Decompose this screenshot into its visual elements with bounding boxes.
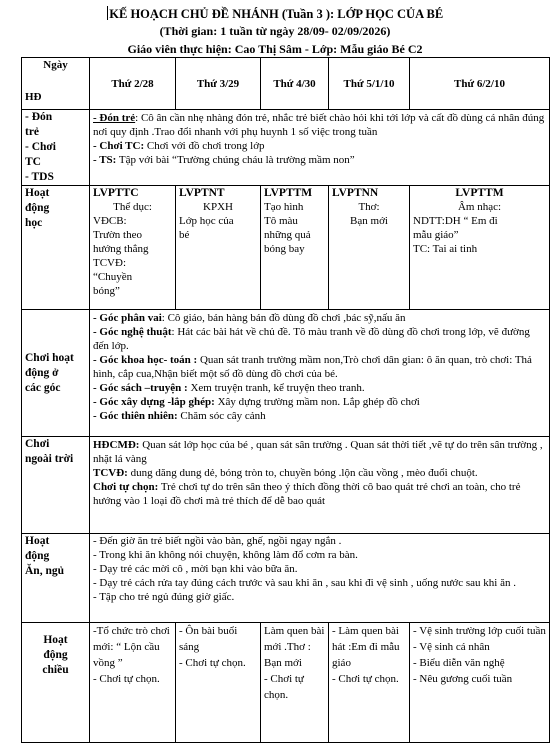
lesson-line: KPXH	[203, 201, 233, 213]
header-row	[22, 58, 550, 110]
text: : Cô ân cần nhẹ nhàng đón trẻ, nhắc trẻ biết chào hỏi khi tới lớp và cất đồ dùng cá nhân đúng nơi quy định .Trao đổi nhanh với phụ huynh 1 số việc trong tuần	[93, 112, 545, 138]
lesson-line: hướng thẳng	[93, 243, 149, 255]
chieu-line: - Làm quen bài hát :Em đi mẫu giáo	[332, 625, 400, 669]
an-ngu-line: - Đến giờ ăn trẻ biết ngồi vào bàn, ghế, ngồi ngay ngắn .	[93, 535, 342, 547]
label-line: Ăn, ngủ	[25, 565, 64, 577]
goc-item	[93, 325, 546, 353]
bold-lead: - TS:	[93, 154, 117, 166]
don-tre-line	[93, 111, 546, 139]
bold-lead: - Góc khoa học- toán :	[93, 354, 198, 366]
chieu-line: - Nêu gương cuối tuần	[413, 673, 513, 685]
lesson-line: bóng bay	[264, 243, 305, 255]
bold-lead: - Góc phân vai	[93, 312, 162, 324]
goc-item	[93, 409, 546, 423]
label-line: Chơi hoạt	[25, 351, 74, 364]
lesson-title: LVPTNT	[179, 187, 225, 199]
label-line: TC	[25, 156, 41, 168]
text: Xem truyện tranh, kể truyện theo tranh.	[187, 382, 365, 394]
lesson-cell	[261, 186, 329, 310]
label-line: - Đón	[25, 111, 53, 123]
row-label	[22, 534, 90, 623]
bold-lead: TCVĐ:	[93, 467, 128, 479]
lesson-line: Thể dục:	[113, 201, 152, 213]
plan-table	[21, 57, 550, 743]
text: Chơi với đồ chơi trong lớp	[144, 140, 265, 152]
chieu-line: - Chơi tự chọn.	[264, 673, 304, 701]
lesson-line: TC: Tai ai tinh	[413, 243, 478, 255]
day-header: Thứ 6/2/10	[410, 58, 550, 110]
don-tre-content	[90, 110, 550, 186]
row-label	[22, 110, 90, 186]
lesson-title: LVPTTM	[264, 187, 313, 199]
chieu-line: - Vệ sinh trường lớp cuối tuần	[413, 625, 546, 637]
text: Quan sát tranh trường mầm non,Trò chơi dân gian: ô ăn quan, trò chơi: Thả hình, cắp cua,Nhận biết một số đồ dùng đồ chơi của bé.	[93, 354, 532, 380]
day-header: Thứ 2/28	[90, 58, 176, 110]
day-header: Thứ 3/29	[176, 58, 261, 110]
lesson-cell	[410, 186, 550, 310]
goc-item	[93, 395, 546, 409]
lesson-line: Tô màu	[264, 215, 298, 227]
bold-lead: - Góc xây dựng -lắp ghép:	[93, 396, 215, 408]
chieu-cell	[176, 623, 261, 743]
corner-top: Ngày	[43, 59, 68, 71]
row-label	[22, 310, 90, 437]
text: : Cô giáo, bán hàng bán đồ dùng đồ chơi ,bác sỹ,nấu ăn	[161, 312, 406, 324]
choi-goc-content	[90, 310, 550, 437]
choi-tu-chon-para	[93, 480, 546, 508]
chieu-cell	[410, 623, 550, 743]
chieu-line: - Ôn bài buổi sáng	[179, 625, 238, 653]
lesson-line: VĐCB:	[93, 215, 127, 227]
text: dung dăng dung dẻ, bóng tròn to, chuyền bóng .lộn cầu vồng , mèo đuổi chuột.	[127, 467, 478, 479]
row-label	[22, 186, 90, 310]
goc-item	[93, 311, 546, 325]
lesson-line: “Chuyền	[93, 271, 133, 283]
label-line: Hoạt	[25, 187, 50, 199]
an-ngu-content	[90, 534, 550, 623]
lesson-line: Âm nhạc:	[457, 201, 502, 213]
label-line: các góc	[25, 381, 61, 394]
lesson-line: Bạn mới	[350, 215, 388, 227]
lesson-title: LVPTTC	[93, 187, 139, 199]
lesson-line: TCVĐ:	[93, 257, 126, 269]
lesson-cell	[90, 186, 176, 310]
hdcmd-para	[93, 438, 546, 466]
label-line: Chơi	[25, 438, 50, 450]
text: : Hát các bài hát về chủ đề. Tô màu tranh về đồ dùng đồ chơi trong lớp, vẽ đường đến lớp.	[93, 326, 530, 352]
lesson-line: Lớp học của	[179, 215, 234, 227]
lesson-cell	[176, 186, 261, 310]
lesson-line: bóng”	[93, 285, 120, 297]
lesson-line: mẫu giáo”	[413, 229, 459, 241]
label-line: động	[43, 649, 68, 661]
text: Quan sát lớp học của bé , quan sát sân trường . Quan sát thời tiết ,vẽ tự do trên sân trường , nhặt lá vàng	[93, 439, 543, 465]
row-hoat-dong-hoc	[22, 186, 550, 310]
bold-lead: - Góc nghệ thuật	[93, 326, 172, 338]
chieu-line: - Vệ sinh cá nhân	[413, 641, 490, 653]
row-an-ngu	[22, 534, 550, 623]
row-label	[22, 623, 90, 743]
an-ngu-line: - Dạy trẻ các mời cô , mời bạn khi vào bữa ăn.	[93, 563, 298, 575]
lesson-line: Tạo hình	[264, 201, 304, 213]
lesson-line: Trườn theo	[93, 229, 142, 241]
chieu-line: -Tổ chức trò chơi mới: “ Lộn cầu vồng ”	[93, 625, 170, 669]
day-header: Thứ 5/1/10	[329, 58, 410, 110]
label-line: ngoài trời	[25, 453, 74, 465]
bold-lead: - Chơi TC:	[93, 140, 145, 152]
bold-lead: Chơi tự chọn:	[93, 481, 159, 493]
tcvd-para	[93, 466, 546, 480]
label-line: Hoạt	[43, 634, 68, 646]
chieu-cell	[261, 623, 329, 743]
label-line: - Chơi	[25, 141, 56, 153]
text: Xây dựng trường mầm non. Lắp ghép đồ chơi	[214, 396, 420, 408]
chieu-line: Làm quen bài mới .Thơ : Bạn mới	[264, 625, 325, 669]
corner-cell	[22, 58, 90, 110]
plan-time: (Thời gian: 1 tuần từ ngày 28/09- 02/09/2026)	[159, 24, 391, 38]
row-chieu	[22, 623, 550, 743]
bold-lead: - Góc sách –truyện :	[93, 382, 188, 394]
chieu-cell	[329, 623, 410, 743]
row-choi-goc	[22, 310, 550, 437]
lesson-line: những quả	[264, 229, 311, 241]
label-line: Hoạt	[25, 535, 50, 547]
lesson-title: LVPTNN	[332, 187, 379, 199]
an-ngu-line: - Tập cho trẻ ngủ đúng giờ giấc.	[93, 591, 235, 603]
ts-line	[93, 153, 546, 167]
corner-bottom: HĐ	[25, 91, 42, 103]
ngoai-troi-content	[90, 437, 550, 534]
plan-title	[0, 6, 550, 22]
lesson-line: Thơ:	[358, 201, 380, 213]
plan-teacher: Giáo viên thực hiện: Cao Thị Sâm - Lớp: Mẫu giáo Bé C2	[127, 42, 423, 56]
day-header: Thứ 4/30	[261, 58, 329, 110]
label-line: động	[25, 202, 50, 214]
choi-tc-line	[93, 139, 546, 153]
an-ngu-line: - Trong khi ăn không nói chuyện, không làm đổ cơm ra bàn.	[93, 549, 358, 561]
label-line: động	[25, 550, 50, 562]
row-don-tre	[22, 110, 550, 186]
text: Tập với bài “Trường chúng cháu là trường mầm non”	[116, 154, 355, 166]
chieu-line: - Biểu diễn văn nghệ	[413, 657, 505, 669]
bold-lead: HĐCMĐ:	[93, 439, 140, 451]
label-line: chiều	[42, 664, 69, 676]
chieu-line: - Chơi tự chọn.	[93, 673, 160, 685]
an-ngu-line: - Dạy trẻ cách rửa tay đúng cách trước và sau khi ăn , sau khi đi vệ sinh , uống nước sau khi ăn .	[93, 577, 516, 589]
label-line: động ở	[25, 366, 59, 379]
chieu-cell	[90, 623, 176, 743]
bold-lead: - Góc thiên nhiên:	[93, 410, 178, 422]
lesson-cell	[329, 186, 410, 310]
label-line: - TDS	[25, 171, 54, 183]
chieu-line: - Chơi tự chọn.	[332, 673, 399, 685]
lesson-line: NDTT:DH “ Em đi	[413, 215, 498, 227]
label-line: học	[25, 217, 43, 229]
text: Chăm sóc cây cảnh	[177, 410, 266, 422]
bold-lead: - Đón trẻ	[93, 112, 136, 124]
chieu-line: - Chơi tự chọn.	[179, 657, 246, 669]
lesson-line: bé	[179, 229, 190, 241]
row-ngoai-troi	[22, 437, 550, 534]
lesson-title: LVPTTM	[455, 187, 504, 199]
plan-title-text: KẾ HOẠCH CHỦ ĐỀ NHÁNH (Tuần 3 ): LỚP HỌC CỦA BÉ	[109, 7, 444, 21]
goc-item	[93, 381, 546, 395]
label-line: trẻ	[25, 126, 40, 138]
text: Trẻ chơi tự do trên sân theo ý thích đồng thời cô bao quát trẻ chơi an toàn, cho trẻ hướng vào 1 loại đồ chơi mà trẻ thích để dễ bao quát	[93, 481, 521, 507]
goc-item	[93, 353, 546, 381]
row-label	[22, 437, 90, 534]
